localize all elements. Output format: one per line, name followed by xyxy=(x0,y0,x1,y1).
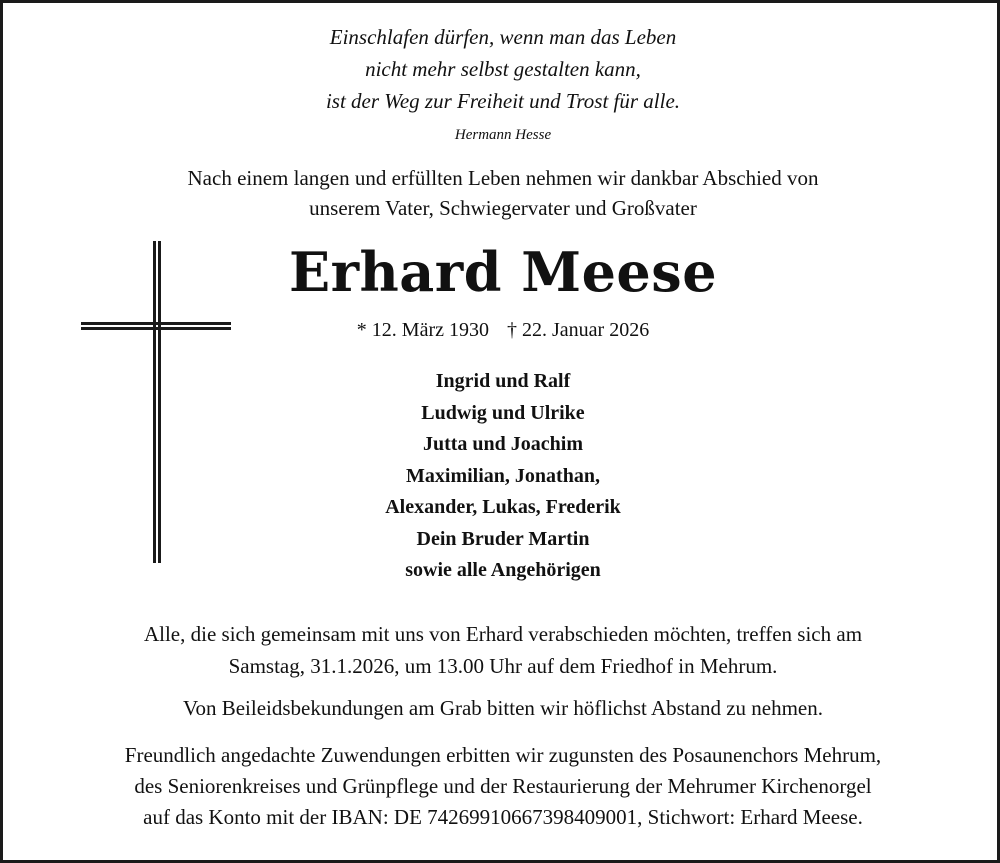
mourner-line: Jutta und Joachim xyxy=(422,433,584,455)
mourner-line: Maximilian, Jonathan, xyxy=(406,464,600,487)
quote-line: ist der Weg zur Freiheit und Trost für alle. xyxy=(325,89,681,113)
donation-line: des Seniorenkreises und Grünpflege und der Restaurierung der Mehrumer Kirchenorgel xyxy=(134,774,872,798)
quote-block xyxy=(3,21,1000,117)
mourner-line: Dein Bruder Martin xyxy=(416,527,590,550)
donations-info xyxy=(3,740,1000,833)
mourner-line: sowie alle Angehörigen xyxy=(405,559,601,581)
death-date: † 22. Januar 2026 xyxy=(507,319,650,341)
donation-line: auf das Konto mit der IBAN: DE 74269910667398409001, Stichwort: Erhard Meese. xyxy=(143,805,863,829)
donation-line: Freundlich angedachte Zuwendungen erbitten wir zugunsten des Posaunenchors Mehrum, xyxy=(124,743,882,767)
intro-text xyxy=(3,163,1000,223)
birth-date: * 12. März 1930 xyxy=(356,319,489,341)
mourner-line: Ludwig und Ulrike xyxy=(421,401,585,424)
quote-author: Hermann Hesse xyxy=(454,127,552,143)
quote-line: nicht mehr selbst gestalten kann, xyxy=(365,57,641,81)
funeral-service-info xyxy=(3,618,1000,682)
life-dates xyxy=(3,319,1000,342)
quote-line: Einschlafen dürfen, wenn man das Leben xyxy=(329,25,677,49)
service-line: Alle, die sich gemeinsam mit uns von Erhard verabschieden möchten, treffen sich am xyxy=(143,622,863,646)
mourner-line: Alexander, Lukas, Frederik xyxy=(385,496,621,518)
intro-line: unserem Vater, Schwiegervater und Großvater xyxy=(309,196,697,220)
mourner-line: Ingrid und Ralf xyxy=(435,370,571,392)
deceased-name: Erhard Meese xyxy=(288,240,718,304)
condolences-note: Von Beileidsbekundungen am Grab bitten wir höflichst Abstand zu nehmen. xyxy=(183,696,823,720)
intro-line: Nach einem langen und erfüllten Leben nehmen wir dankbar Abschied von xyxy=(187,166,819,190)
mourners-list xyxy=(3,366,1000,587)
service-line: Samstag, 31.1.2026, um 13.00 Uhr auf dem Friedhof in Mehrum. xyxy=(228,654,778,678)
